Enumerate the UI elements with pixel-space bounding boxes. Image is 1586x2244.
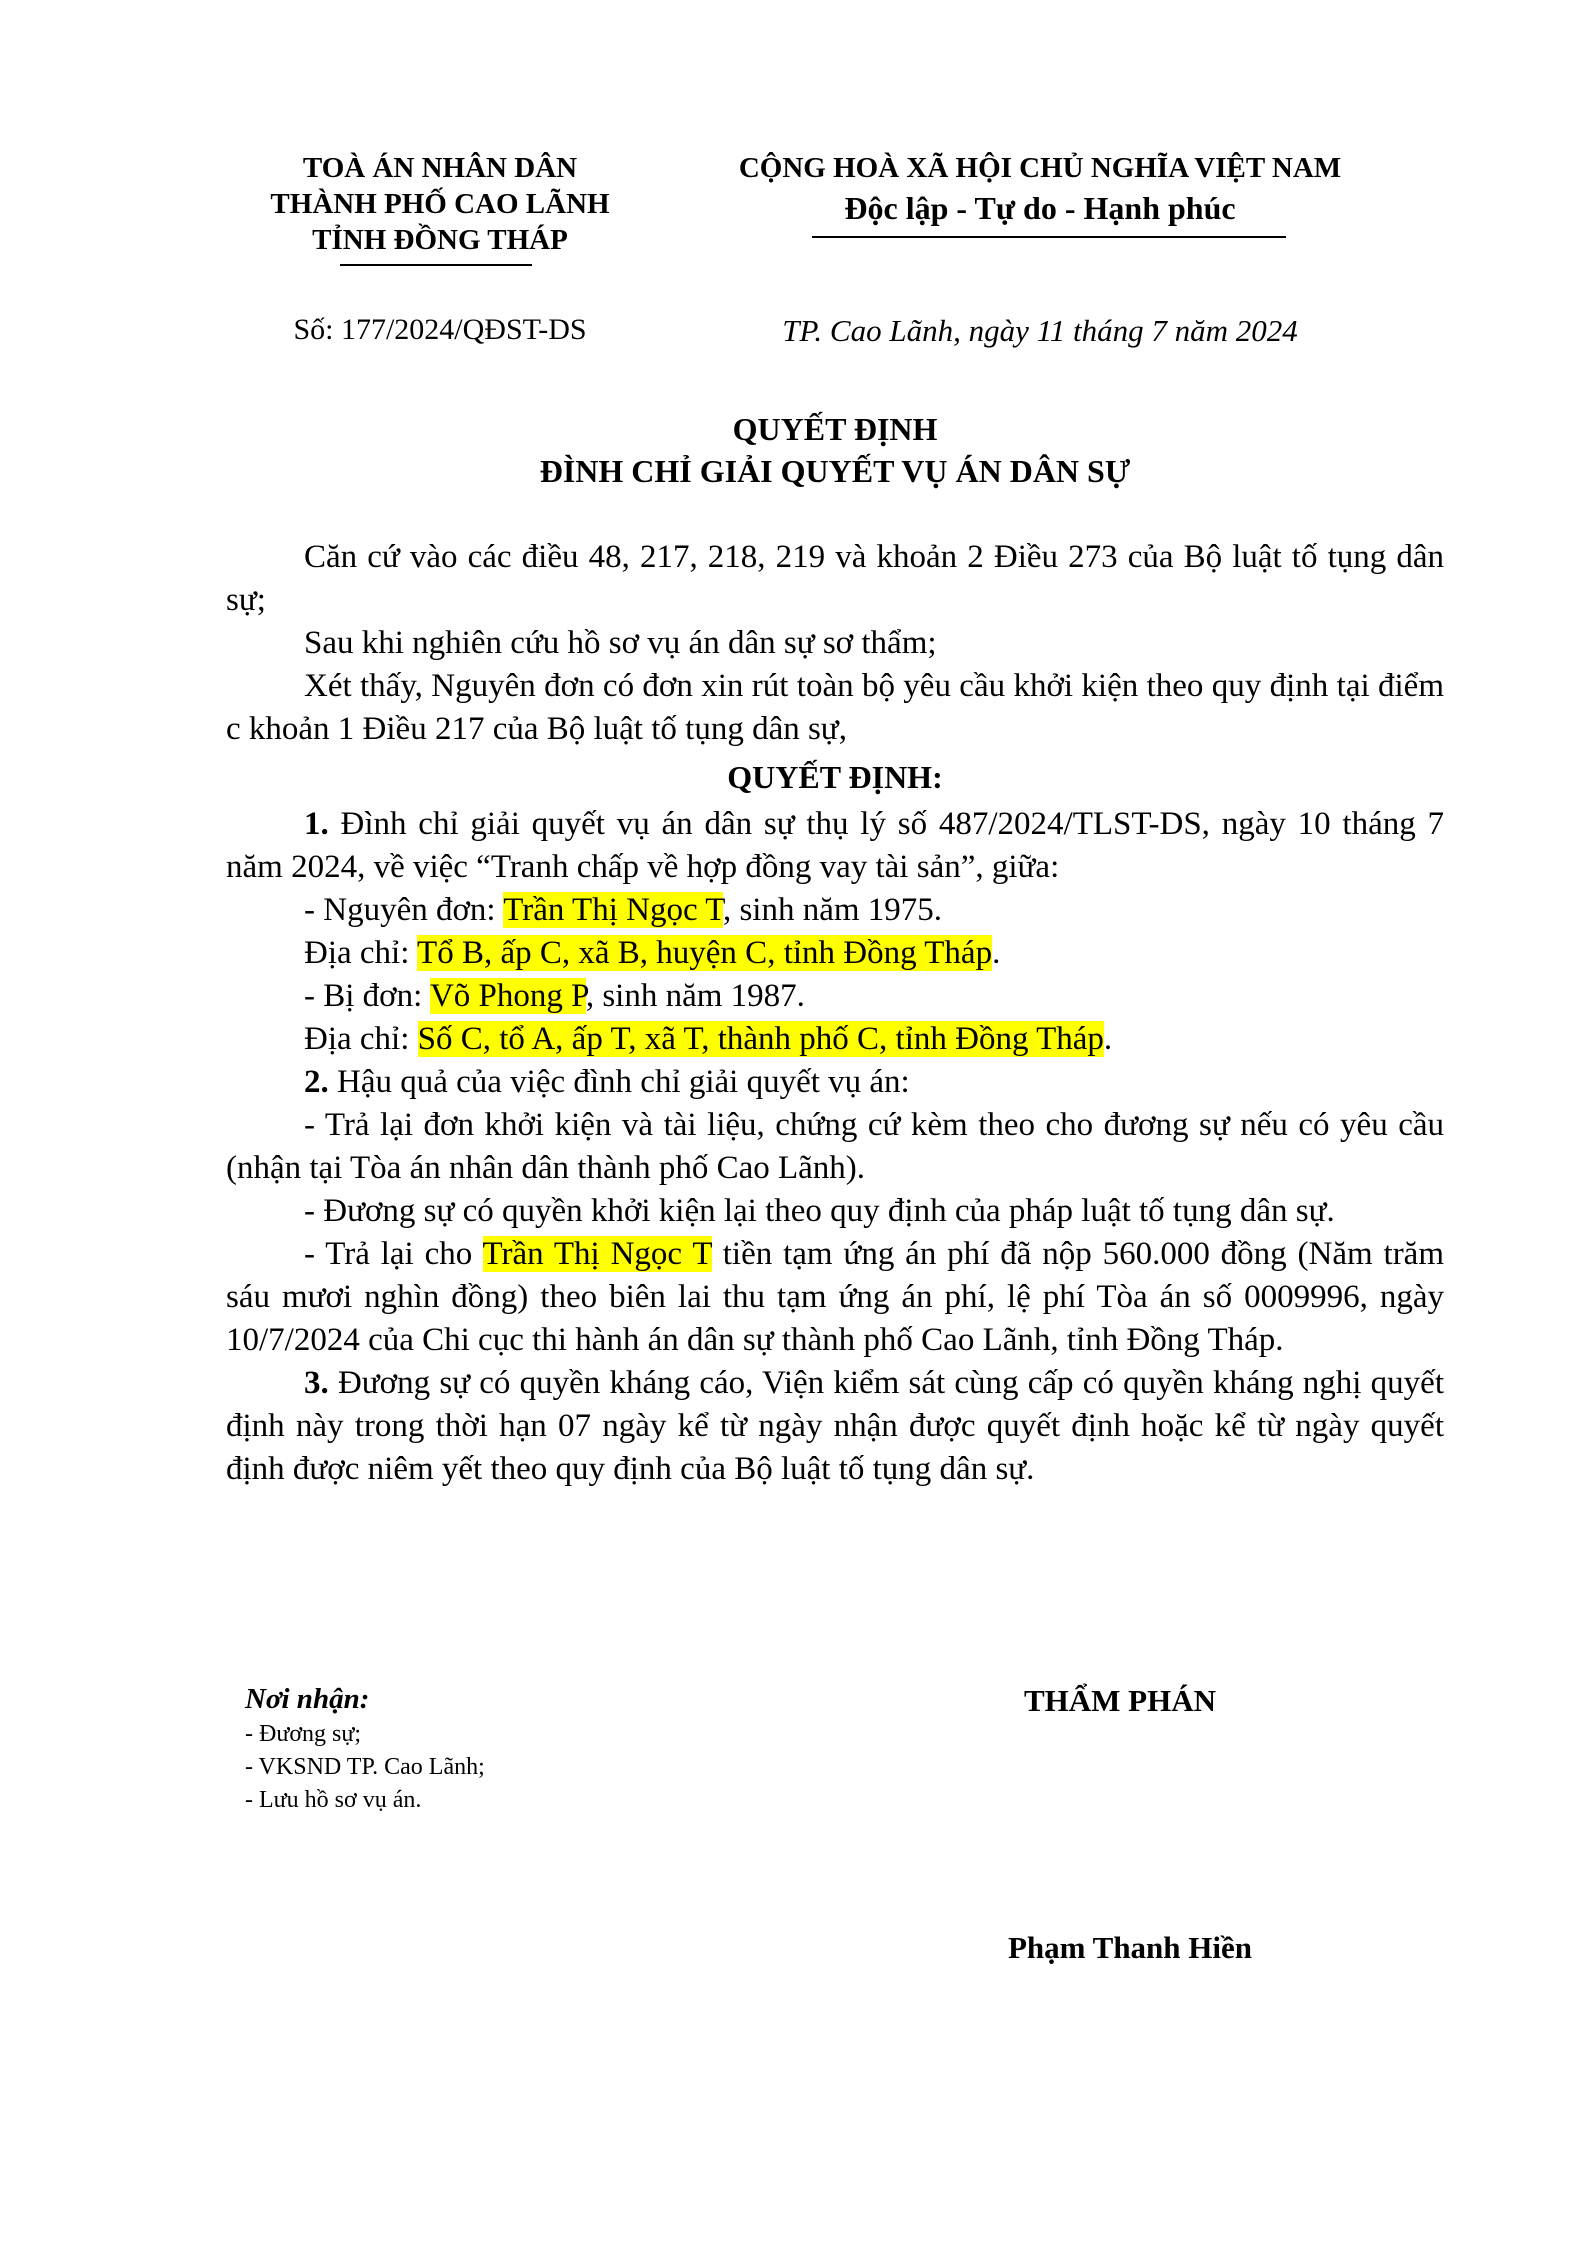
item-2-text: Hậu quả của việc đình chỉ giải quyết vụ án: <box>328 1064 910 1100</box>
nation-motto: Độc lập - Tự do - Hạnh phúc <box>844 190 1236 226</box>
court-line-2: THÀNH PHỐ CAO LÃNH <box>270 188 610 220</box>
preamble-legal-basis: Căn cứ vào các điều 48, 217, 218, 219 và khoản 2 Điều 273 của Bộ luật tố tụng dân sự; <box>226 539 1444 618</box>
preamble-review: Sau khi nghiên cứu hồ sơ vụ án dân sự sơ thẩm; <box>304 625 937 661</box>
item-2 <box>226 1061 1444 1104</box>
refund-recipient: Trần Thị Ngọc T <box>482 1236 712 1272</box>
court-line-3: TỈNH ĐỒNG THÁP <box>312 224 568 256</box>
preamble-consideration: Xét thấy, Nguyên đơn có đơn xin rút toàn bộ yêu cầu khởi kiện theo quy định tại điểm c khoản 1 Điều 217 của Bộ luật tố tụng dân sự, <box>226 668 1444 747</box>
period: . <box>992 935 1001 971</box>
defendant-address-line <box>226 1018 1444 1061</box>
court-underline <box>340 264 532 266</box>
plaintiff-line <box>226 889 1444 932</box>
item-2-right-to-sue: - Đương sự có quyền khởi kiện lại theo quy định của pháp luật tố tụng dân sự. <box>304 1193 1335 1229</box>
recipients-label: Nơi nhận: <box>245 1683 370 1715</box>
decision-heading: QUYẾT ĐỊNH: <box>727 759 943 795</box>
defendant-birth: , sinh năm 1987. <box>585 978 805 1014</box>
refund-prefix: - Trả lại cho <box>304 1236 483 1272</box>
document-body <box>226 536 1444 1491</box>
recipient-1: - Đương sự; <box>245 1721 362 1747</box>
plaintiff-label: - Nguyên đơn: <box>304 892 504 928</box>
item-1-number: 1. <box>304 806 329 842</box>
item-3-number: 3. <box>304 1365 329 1401</box>
recipients-block <box>245 1680 745 1817</box>
motto-underline <box>812 236 1286 238</box>
item-1 <box>226 803 1444 889</box>
item-2-refund <box>226 1233 1444 1362</box>
title-line-1: QUYẾT ĐỊNH <box>732 411 938 447</box>
place-date: TP. Cao Lãnh, ngày 11 tháng 7 năm 2024 <box>782 313 1298 348</box>
plaintiff-address: Tổ B, ấp C, xã B, huyện C, tỉnh Đồng Tháp <box>417 935 993 971</box>
address-label: Địa chỉ: <box>304 935 418 971</box>
nation-line-1: CỘNG HOÀ XÃ HỘI CHỦ NGHĨA VIỆT NAM <box>738 152 1342 184</box>
item-2-number: 2. <box>304 1064 329 1100</box>
recipient-2: - VKSND TP. Cao Lãnh; <box>245 1754 485 1780</box>
item-3 <box>226 1362 1444 1491</box>
defendant-name: Võ Phong P <box>429 978 586 1014</box>
defendant-label: - Bị đơn: <box>304 978 430 1014</box>
defendant-address: Số C, tổ A, ấp T, xã T, thành phố C, tỉnh Đồng Tháp <box>417 1021 1104 1057</box>
plaintiff-birth: , sinh năm 1975. <box>722 892 943 928</box>
court-line-1: TOÀ ÁN NHÂN DÂN <box>302 152 578 184</box>
plaintiff-name: Trần Thị Ngọc T <box>503 892 723 928</box>
national-motto-block <box>680 150 1400 228</box>
document-title <box>226 408 1444 492</box>
address-label: Địa chỉ: <box>304 1021 418 1057</box>
defendant-line <box>226 975 1444 1018</box>
signer-role: THẨM PHÁN <box>1023 1683 1216 1718</box>
title-line-2: ĐÌNH CHỈ GIẢI QUYẾT VỤ ÁN DÂN SỰ <box>539 453 1131 489</box>
signer-name: Phạm Thanh Hiền <box>1007 1930 1253 1965</box>
item-2-return-documents: - Trả lại đơn khởi kiện và tài liệu, chứng cứ kèm theo cho đương sự nếu có yêu cầu (nhận tại Tòa án nhân dân thành phố Cao Lãnh). <box>226 1107 1444 1186</box>
court-name-block <box>225 150 655 258</box>
plaintiff-address-line <box>226 932 1444 975</box>
item-3-text: Đương sự có quyền kháng cáo, Viện kiểm sát cùng cấp có quyền kháng nghị quyết định này trong thời hạn 07 ngày kể từ ngày nhận được quyết định hoặc kể từ ngày quyết định được niêm yết theo quy định của Bộ luật tố tụng dân sự. <box>226 1365 1444 1487</box>
recipient-3: - Lưu hồ sơ vụ án. <box>245 1787 422 1813</box>
refund-text: tiền tạm ứng án phí đã nộp 560.000 đồng (Năm trăm sáu mươi nghìn đồng) theo biên lai thu tạm ứng án phí, lệ phí Tòa án số 0009996, ngày 10/7/2024 của Chi cục thi hành án dân sự thành phố Cao Lãnh, tỉnh Đồng Tháp. <box>226 1236 1444 1358</box>
period: . <box>1103 1021 1113 1057</box>
document-number: Số: 177/2024/QĐST-DS <box>293 313 587 346</box>
item-1-text: Đình chỉ giải quyết vụ án dân sự thụ lý số 487/2024/TLST-DS, ngày 10 tháng 7 năm 2024, về việc “Tranh chấp về hợp đồng vay tài sản”, giữa: <box>226 806 1444 885</box>
